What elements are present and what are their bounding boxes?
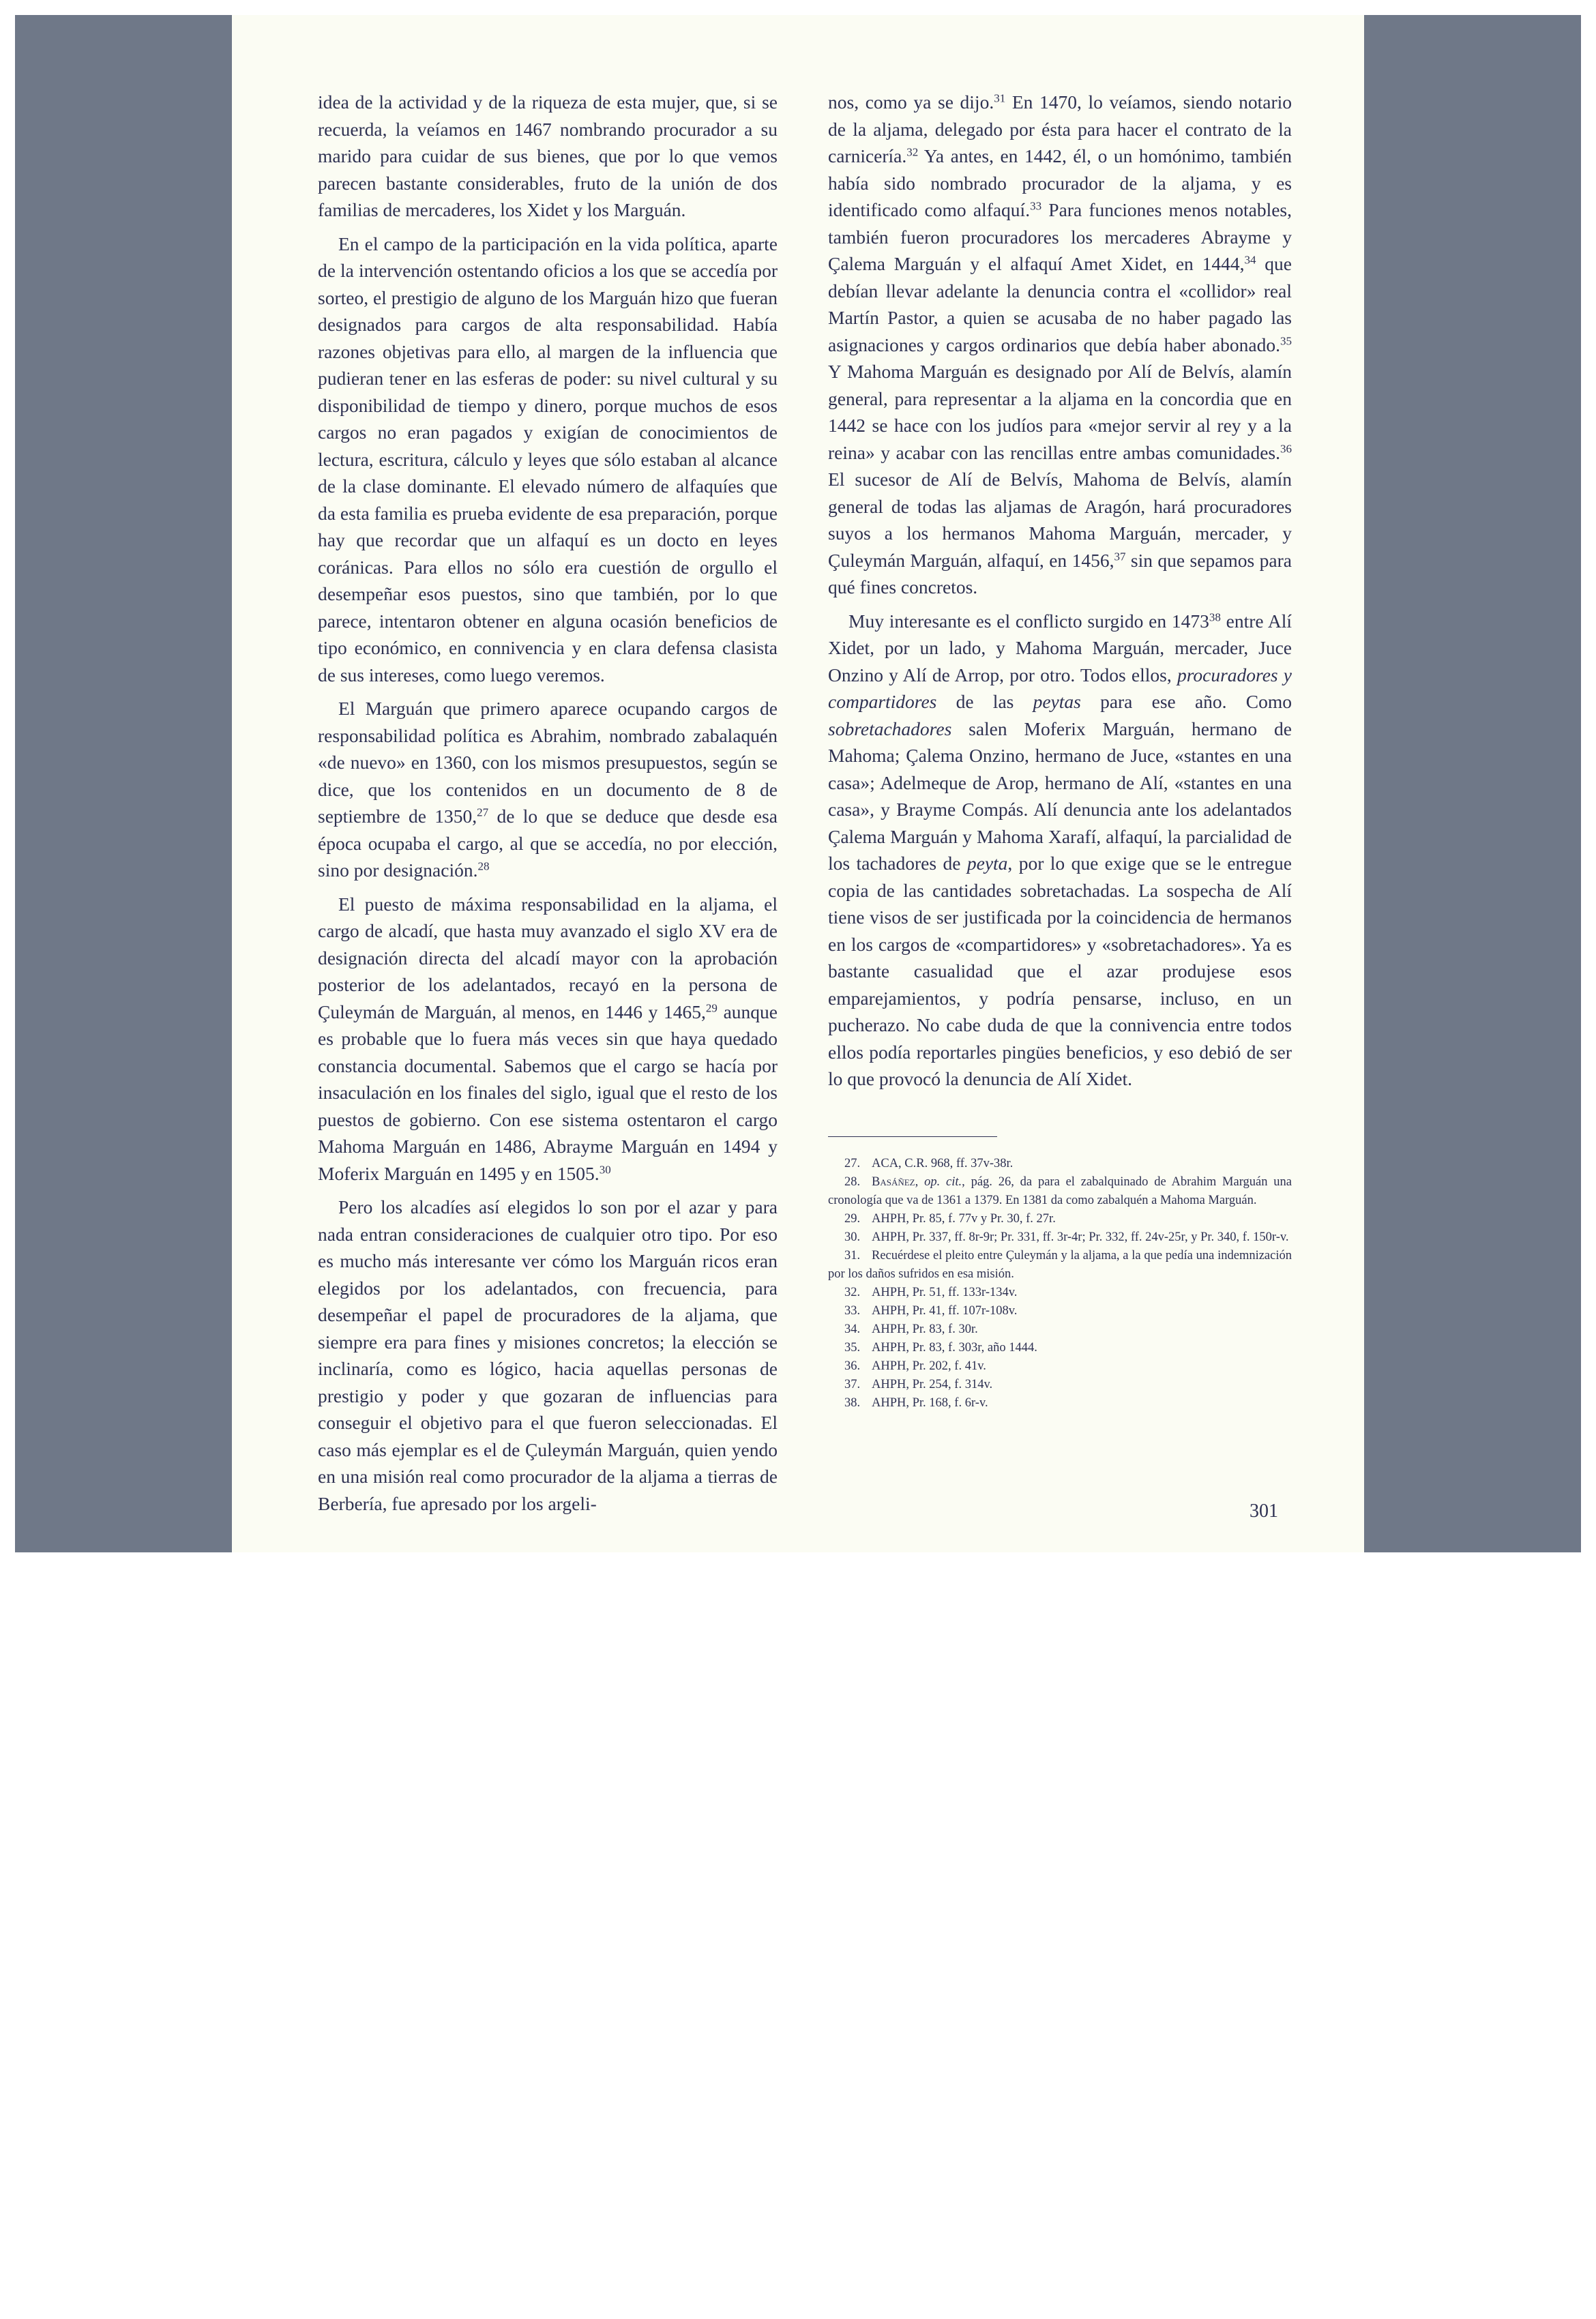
footnote-text: AHPH, Pr. 337, ff. 8r-9r; Pr. 331, ff. 3r-4r; Pr. 332, ff. 24v-25r, y Pr. 340, f. 150r-v. <box>872 1230 1289 1244</box>
text-run: Ya antes, en 1442, él, o un homónimo, también había sido nombrado procurador de la aljama, y es identificado como alfaquí. <box>828 145 1292 220</box>
text-run: El sucesor de Alí de Belvís, Mahoma de Belvís, alamín general de todas las aljamas de Aragón, hará procuradores suyos a los hermanos Mahoma Marguán, mercader, y Çuleymán Marguán, alfaquí, en 1456, <box>828 469 1292 571</box>
paragraph <box>318 891 778 1187</box>
footnote-ref: 32 <box>906 145 919 159</box>
text-run: idea de la actividad y de la riqueza de esta mujer, que, si se recuerda, la veíamos en 1467 nombrando procurador a su marido para cuidar de sus bienes, que por lo que vemos parecen bastante considerables, fruto de la unión de dos familias de mercaderes, los Xidet y los Marguán. <box>318 91 778 220</box>
footnote-number: 33. <box>844 1303 861 1318</box>
footnote <box>828 1339 1292 1357</box>
text-run: , por lo que exige que se le entregue copia de las cantidades sobretachadas. La sospecha de Alí tiene visos de ser justificada por la coincidencia de hermanos en los cargos de «compartidores» y «sobretachadores». Ya es bastante casualidad que el azar produjese esos emparejamientos, y podría pensarse, incluso, en un pucherazo. No cabe duda de que la connivencia entre todos ellos podía reportarles pingües beneficios, y eso debió de ser lo que provocó la denuncia de Alí Xidet. <box>828 853 1292 1089</box>
text-run: para ese año. Como <box>1080 691 1292 712</box>
text-run: En 1470, lo veíamos, siendo notario de la aljama, delegado por ésta para hacer el contrato de la carnicería. <box>828 91 1292 166</box>
footnote-text: AHPH, Pr. 83, f. 30r. <box>872 1322 978 1336</box>
footnote-text: AHPH, Pr. 254, f. 314v. <box>872 1377 993 1391</box>
footnote-number: 38. <box>844 1395 861 1410</box>
right-text-column <box>828 89 1292 1413</box>
paragraph <box>318 231 778 689</box>
paragraph <box>318 695 778 884</box>
footnote-number: 27. <box>844 1156 861 1170</box>
footnote-number: 32. <box>844 1285 861 1299</box>
text-run: Pero los alcadíes así elegidos lo son por el azar y para nada entran consideraciones de cualquier otro tipo. Por eso es mucho más interesante ver cómo los Marguán ricos eran elegidos por los adelantados, con frecuencia, para desempeñar el papel de procuradores de la aljama, que siempre era para fines y misiones concretos; la elección se inclinaría, como es lógico, hacia aquellas personas de prestigio y poder y que gozaran de influencias para conseguir el objetivo para el que fueron seleccionadas. El caso más ejemplar es el de Çuleymán Marguán, quien yendo en una misión real como procurador de la aljama a tierras de Berbería, fue apresado por los argeli- <box>318 1196 778 1514</box>
footnote <box>828 1210 1292 1228</box>
footnote-author: Basáñez <box>872 1175 915 1189</box>
text-run: salen Moferix Marguán, hermano de Mahoma; Çalema Onzino, hermano de Juce, «stantes en una casa»; Adelmeque de Arop, hermano de Alí, «stantes en una casa», y Brayme Compás. Alí denuncia ante los adelantados Çalema Marguán y Mahoma Xarafí, alfaquí, la parcialidad de los tachadores de <box>828 718 1292 874</box>
footnote-ref: 31 <box>994 91 1006 105</box>
paragraph <box>318 1194 778 1517</box>
footnote <box>828 1320 1292 1339</box>
page-number: 301 <box>1250 1501 1278 1522</box>
footnote-ref: 35 <box>1280 334 1292 348</box>
book-page <box>232 15 1364 1552</box>
text-run: En el campo de la participación en la vida política, aparte de la intervención ostentando oficios a los que se accedía por sorteo, el prestigio de alguno de los Marguán hizo que fueran designados para cargos de alta responsabilidad. Había razones objetivas para ello, al margen de la influencia que pudieran tener en las esferas de poder: su nivel cultural y su disponibilidad de tiempo y dinero, porque muchos de esos cargos no eran pagados y exigían de conocimientos de lectura, escritura, cálculo y leyes que sólo estaban al alcance de la clase dominante. El elevado número de alfaquíes que da esta familia es prueba evidente de esa preparación, porque hay que recordar que un alfaquí es un docto en leyes coránicas. Para ellos no sólo era cuestión de orgullo el desempeñar esos puestos, sino que también, por lo que parece, intentaron obtener en alguna ocasión beneficios de tipo económico, en connivencia y en clara defensa clasista de sus intereses, como luego veremos. <box>318 233 778 685</box>
footnote-text: , <box>915 1175 925 1189</box>
footnote-text: AHPH, Pr. 202, f. 41v. <box>872 1359 986 1373</box>
footnote-citation: op. cit. <box>924 1175 962 1189</box>
footnote-number: 37. <box>844 1377 861 1391</box>
text-run: entre Alí Xidet, por un lado, y Mahoma Marguán, mercader, Juce Onzino y Alí de Arrop, por otro. Todos ellos, <box>828 610 1292 685</box>
footnote-text: AHPH, Pr. 51, ff. 133r-134v. <box>872 1285 1018 1299</box>
text-run: aunque es probable que lo fuera más veces sin que haya quedado constancia documental. Sabemos que el cargo se hacía por insaculación en los finales del siglo, igual que el resto de los puestos de gobierno. Con ese sistema ostentaron el cargo Mahoma Marguán en 1486, Abrayme Marguán en 1494 y Moferix Marguán en 1495 y en 1505. <box>318 1001 778 1184</box>
footnote-text: Recuérdese el pleito entre Çuleymán y la aljama, a la que pedía una indemnización por los daños sufridos en esa misión. <box>828 1248 1292 1281</box>
footnote-number: 30. <box>844 1230 861 1244</box>
footnote <box>828 1247 1292 1284</box>
footnote-ref: 33 <box>1030 199 1042 213</box>
footnote-text: ACA, C.R. 968, ff. 37v-38r. <box>872 1156 1014 1170</box>
footnote-number: 34. <box>844 1322 861 1336</box>
text-run: El Marguán que primero aparece ocupando cargos de responsabilidad política es Abrahim, nombrado zabalaquén «de nuevo» en 1360, con los mismos presupuestos, según se dice, que los contenidos en un documento de 8 de septiembre de 1350, <box>318 698 778 827</box>
text-run: que debían llevar adelante la denuncia contra el «collidor» real Martín Pastor, a quien se acusaba de no haber pagado las asignaciones y cargos ordinarios que debía haber abonado. <box>828 253 1292 355</box>
footnote-ref: 30 <box>599 1163 611 1177</box>
footnote-number: 31. <box>844 1248 861 1262</box>
footnote-ref: 36 <box>1280 442 1292 456</box>
paragraph <box>828 89 1292 601</box>
footnote-number: 36. <box>844 1359 861 1373</box>
footnote <box>828 1357 1292 1376</box>
italic-term: procuradores y compartidores <box>828 664 1292 712</box>
footnote-number: 29. <box>844 1211 861 1226</box>
italic-term: peyta <box>966 853 1008 874</box>
italic-term: sobretachadores <box>828 718 952 739</box>
text-run: de las <box>936 691 1033 712</box>
footnote-text: , pág. 26, da para el zabalquinado de Abrahim Marguán una cronología que va de 1361 a 1379. En 1381 da como zabalquén a Mahoma Marguán. <box>828 1175 1292 1207</box>
text-run: de lo que se deduce que desde esa época ocupaba el cargo, al que se accedía, no por elección, sino por designación. <box>318 806 778 881</box>
text-run: sin que sepamos para qué fines concretos. <box>828 549 1292 597</box>
italic-term: peytas <box>1033 691 1081 712</box>
footnote-ref: 34 <box>1244 253 1256 267</box>
footnote-text: AHPH, Pr. 83, f. 303r, año 1444. <box>872 1340 1037 1355</box>
footnote-divider <box>828 1136 997 1137</box>
footnote-ref: 37 <box>1114 550 1126 563</box>
footnote-ref: 28 <box>477 859 490 873</box>
footnote <box>828 1376 1292 1394</box>
paragraph <box>828 608 1292 1093</box>
footnotes-section <box>828 1136 1292 1413</box>
footnote-ref: 27 <box>477 806 489 819</box>
text-run: Y Mahoma Marguán es designado por Alí de Belvís, alamín general, para representar a la aljama en la concordia que en 1442 se hace con los judíos para «mejor servir al rey y a la reina» y acabar con las rencillas entre ambas comunidades. <box>828 361 1292 463</box>
footnote-number: 35. <box>844 1340 861 1355</box>
left-text-column <box>318 89 778 1524</box>
footnote-ref: 38 <box>1209 610 1221 624</box>
footnote <box>828 1228 1292 1247</box>
footnote-ref: 29 <box>705 1001 718 1015</box>
footnote-text: AHPH, Pr. 85, f. 77v y Pr. 30, f. 27r. <box>872 1211 1056 1226</box>
footnote <box>828 1394 1292 1413</box>
footnote-number: 28. <box>844 1175 861 1189</box>
text-run: Muy interesante es el conflicto surgido en 1473 <box>848 610 1209 632</box>
footnote <box>828 1155 1292 1173</box>
text-run: nos, como ya se dijo. <box>828 91 994 113</box>
footnote-text: AHPH, Pr. 41, ff. 107r-108v. <box>872 1303 1018 1318</box>
footnote <box>828 1302 1292 1320</box>
paragraph <box>318 89 778 224</box>
footnote <box>828 1173 1292 1210</box>
footnote-text: AHPH, Pr. 168, f. 6r-v. <box>872 1395 988 1410</box>
text-run: El puesto de máxima responsabilidad en la aljama, el cargo de alcadí, que hasta muy avanzado el siglo XV era de designación directa del alcadí mayor con la aprobación posterior de los adelantados, recayó en la persona de Çuleymán de Marguán, al menos, en 1446 y 1465, <box>318 893 778 1022</box>
footnote <box>828 1284 1292 1302</box>
scanned-page-background <box>15 15 1581 1552</box>
text-run: Para funciones menos notables, también fueron procuradores los mercaderes Abrayme y Çalema Marguán y el alfaquí Amet Xidet, en 1444, <box>828 199 1292 274</box>
right-body-text <box>828 89 1292 1093</box>
